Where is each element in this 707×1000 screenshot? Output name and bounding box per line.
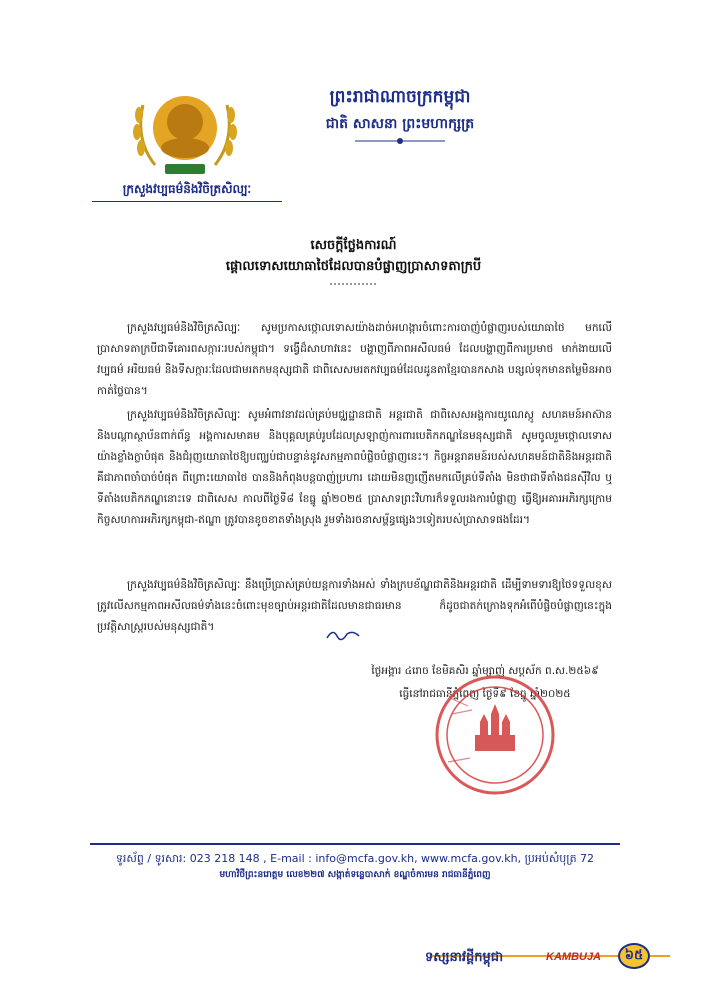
footer-divider [90, 843, 620, 845]
ministry-logo [125, 80, 245, 180]
paragraph-1 [97, 318, 612, 402]
national-motto: ជាតិ សាសនា ព្រះមហាក្សត្រ [325, 116, 475, 132]
page-number: ៦៥ [618, 943, 650, 969]
date-lunar: ថ្ងៃអង្គារ ៤រោច ខែមិគសិរ ឆ្នាំម្សាញ់ សប្តស័ក ព.ស.២៥៦៩ [371, 665, 599, 677]
document-title: សេចក្តីថ្លែងការណ៍ [310, 238, 397, 253]
initial-signature [325, 626, 361, 642]
footer-address: មហាវិថីព្រះនរោត្តម លេខ២២៧ សង្កាត់ទន្លេបាសាក់ ខណ្ឌចំការមន រាជធានីភ្នំពេញ [219, 870, 491, 880]
paragraph-2 [97, 405, 612, 531]
paragraph-1-text: ក្រសួងវប្បធម៌និងវិចិត្រសិល្បៈ សូមប្រកាសថ្កោលទោសយ៉ាងដាច់អហង្ការចំពោះការបាញ់បំផ្លាញរបស់យោធាថៃ មកលើប្រាសាទតាក្របីជាទីគោរពសក្ការៈរបស់កម្ពុជា។ ទង្វើដ៏សាហាវនេះ បង្ហាញពីភាពអសីលធម៌ ដែលបង្ហាញពីការប្រមាថ មាក់ងាយលើវប្បធម៌ អរិយធម៌ និងទីសក្ការៈដែលជាមរតកមនុស្សជាតិ ជាពិសេសមរតកវប្បធម៌ដែលដូនតាខ្មែរបានកសាង បន្សល់ទុកមានតម្លៃមិនអាចកាត់ថ្លៃបាន។ [97, 322, 612, 397]
ministry-name: ក្រសួងវប្បធម៌និងវិចិត្រសិល្បៈ [92, 181, 282, 202]
kingdom-title: ព្រះរាជាណាចក្រកម្ពុជា [329, 87, 471, 107]
paragraph-2-text: ក្រសួងវប្បធម៌និងវិចិត្រសិល្បៈ សូមអំពាវនាវដល់គ្រប់មជ្ឈដ្ឋានជាតិ អន្តរជាតិ ជាពិសេសអង្គការយូណេស្កូ សហគមន៍អាស៊ាន និងបណ្តាស្ថាប័នពាក់ព័ន្ធ អង្គការសមាគម និងបុគ្គលគ្រប់រូបដែលស្រឡាញ់ការពារបេតិកភណ្ឌនៃមនុស្សជាតិ សូមចូលរួមថ្កោលទោសយ៉ាងខ្លាំងក្លាបំផុត និងជំរុញយោធាថៃឱ្យបញ្ឈប់ជាបន្ទាន់នូវសកម្មភាពបំផ្លិចបំផ្លាញនេះ។ កិច្ចអន្តរាគមន៍របស់សហគមន៍ជាតិនិងអន្តរជាតិ គឺជាភាពចាំបាច់បំផុត ពីព្រោះយោធាថៃ បាននិងកំពុងបន្តបាញ់ប្រហារ ដោយមិនញញើតមកលើគ្រប់ទីតាំង មិនថាជាទីតាំងជនស៊ីវិល ឬទីតាំងបេតិកភណ្ឌនោះទេ ជាពិសេស កាលពីថ្ងៃទី៨ ខែធ្នូ ឆ្នាំ២០២៥ ប្រាសាទព្រះវិហារក៏ទទួលរងការបំផ្លាញ ធ្វើឱ្យអគារអភិរក្សក្រោមកិច្ចសហការអភិរក្សកម្ពុជា-ឥណ្ឌា ត្រូវបានខូចខាតទាំងស្រុង រួមទាំងរចនាសម្ព័ន្ធផ្សេងៗទៀតរបស់ប្រាសាទផងដែរ។ [97, 409, 612, 526]
official-seal [420, 670, 570, 800]
magazine-latin-name: KAMBUJA [546, 951, 601, 963]
motto-ornament [355, 137, 445, 145]
date-place: ធ្វើនៅរាជធានីភ្នំពេញ ថ្ងៃទី៩ ខែធ្នូ ឆ្នាំ២០២៥ [399, 688, 571, 700]
magazine-khmer-name: ទស្សនាវដ្តីកម្ពុជា [425, 950, 504, 965]
paragraph-3-text: ក្រសួងវប្បធម៌និងវិចិត្រសិល្បៈ នឹងប្រើប្រាស់គ្រប់យន្តការទាំងអស់ ទាំងក្របខ័ណ្ឌជាតិនិងអន្តរជាតិ ដើម្បីទាមទារឱ្យថៃទទួលខុសត្រូវលើសកម្មភាពអសីលធម៌ទាំងនេះចំពោះមុខច្បាប់អន្តរជាតិដែលមានជាធរមាន ក៏ដូចជាតក់ក្រោងទុកអំពើបំផ្លិចបំផ្លាញនេះក្នុងប្រវត្តិសាស្ត្ររបស់មនុស្សជាតិ។ [97, 579, 612, 633]
document-subtitle: ផ្តោលទោសយោធាថៃដែលបានបំផ្លាញប្រាសាទតាក្របី [225, 259, 482, 274]
title-ornament [330, 281, 378, 287]
footer-contact: ទូរស័ព្ទ / ទូរសារ: 023 218 148 , E-mail : info@mcfa.gov.kh, www.mcfa.gov.kh, ប្រអប់សំបុត្រ 72 [115, 852, 595, 865]
